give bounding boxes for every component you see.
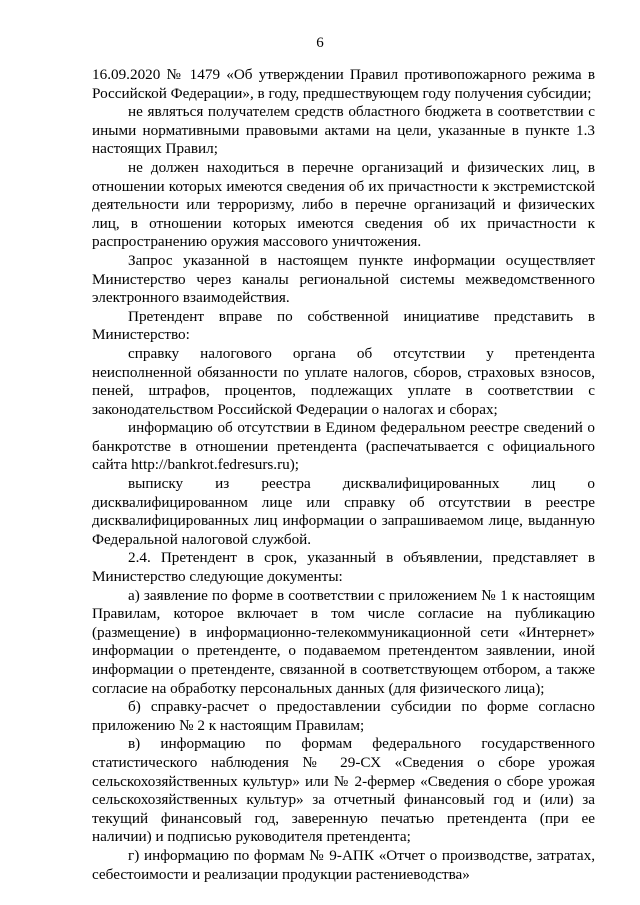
paragraph-item-g: г) информацию по формам № 9-АПК «Отчет о производстве, затратах, себестоимости и реализации продукции растениеводства» (92, 846, 595, 883)
paragraph-item-b: б) справку-расчет о предоставлении субсидии по форме согласно приложению № 2 к настоящим Правилам; (92, 698, 595, 734)
paragraph-disqualified-extract: выписку из реестра дисквалифицированных лиц о дисквалифицированном лице или справку об отсутствии в реестре дисквалифицированных лиц информации о запрашиваемом лице, выданную Федеральной налоговой службой. (92, 475, 595, 548)
paragraph-section-2-4: 2.4. Претендент в срок, указанный в объявлении, представляет в Министерство следующие документы: (92, 549, 595, 586)
paragraph-information-request: Запрос указанной в настоящем пункте информации осуществляет Министерство через каналы региональной системы межведомственного электронного взаимодействия. (92, 251, 595, 307)
paragraph-item-v: в) информацию по формам федерального государственного статистического наблюдения № 29-СХ «Сведения о сборе урожая сельскохозяйственных культур» или № 2-фермер «Сведения о сборе урожая сельскохозяйственных культур» за отчетный финансовый год и (или) за текущий финансовый год, заверенную печатью претендента (при ее наличии) и подписью руководителя претендента; (92, 735, 595, 846)
paragraph-fire-rules-continuation: 16.09.2020 № 1479 «Об утверждении Правил противопожарного режима в Российской Федерации», в году, предшествующем году получения субсидии; (92, 66, 595, 102)
paragraph-tax-certificate: справку налогового органа об отсутствии у претендента неисполненной обязанности по уплате налогов, сборов, страховых взносов, пеней, штрафов, процентов, подлежащих уплате в соответствии с законодательством Российской Федерации о налогах и сборах; (92, 344, 595, 418)
paragraph-bankruptcy-info: информацию об отсутствии в Едином федеральном реестре сведений о банкротстве в отношении претендента (распечатывается с официального сайта http://bankrot.fedresurs.ru); (92, 419, 595, 474)
page-number: 6 (316, 35, 324, 51)
paragraph-item-a: а) заявление по форме в соответствии с приложением № 1 к настоящим Правилам, которое включает в том числе согласие на публикацию (размещение) в информационно-телекоммуникационной сети «Интернет» информации о претенденте, о подаваемом претендентом заявлении, иной информации о претенденте, связанной в соответствующем отбором, а также согласие на обработку персональных данных (для физического лица); (92, 586, 595, 697)
paragraph-not-budget-recipient: не являться получателем средств областного бюджета в соответствии с иными нормативными правовыми актами на цели, указанные в пункте 1.3 настоящих Правил; (92, 103, 595, 158)
document-body (92, 66, 595, 884)
paragraph-not-in-extremism-list: не должен находиться в перечне организаций и физических лиц, в отношении которых имеются сведения об их причастности к экстремистской деятельности или терроризму, либо в перечне организаций и физических лиц, в отношении которых имеются сведения об их причастности к распространению оружия массового уничтожения. (92, 158, 595, 251)
paragraph-voluntary-submission: Претендент вправе по собственной инициативе представить в Министерство: (92, 307, 595, 344)
